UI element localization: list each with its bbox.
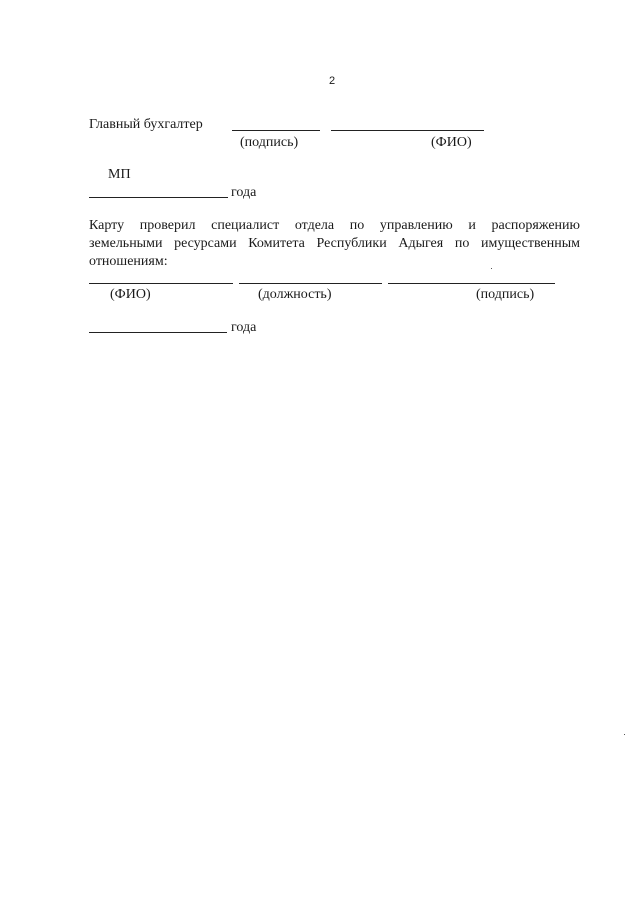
page-number: 2 (329, 75, 336, 87)
scan-speck (491, 268, 492, 269)
verifier-position-line (239, 283, 382, 284)
verification-line-2: земельными ресурсами Комитета Республики Адыгея по имущественным (89, 236, 580, 251)
verifier-name-line (89, 283, 233, 284)
verification-year-word: года (231, 320, 257, 335)
verifier-signature-caption: (подпись) (476, 287, 535, 302)
signature-line (232, 130, 320, 131)
scan-speck (624, 734, 625, 735)
name-caption: (ФИО) (431, 135, 472, 150)
verification-line-1: Карту проверил специалист отдела по управлению и распоряжению (89, 218, 580, 233)
verifier-signature-line (388, 283, 555, 284)
signature-caption: (подпись) (240, 135, 299, 150)
year-word: года (231, 185, 257, 200)
verifier-position-caption: (должность) (258, 287, 332, 302)
verification-paragraph (89, 217, 580, 271)
verifier-name-caption: (ФИО) (110, 287, 151, 302)
stamp-label: МП (108, 167, 131, 182)
date-line (89, 197, 228, 198)
verification-date-line (89, 332, 227, 333)
verification-line-3: отношениям: (89, 254, 168, 269)
name-line (331, 130, 484, 131)
chief-accountant-label: Главный бухгалтер (89, 117, 203, 132)
